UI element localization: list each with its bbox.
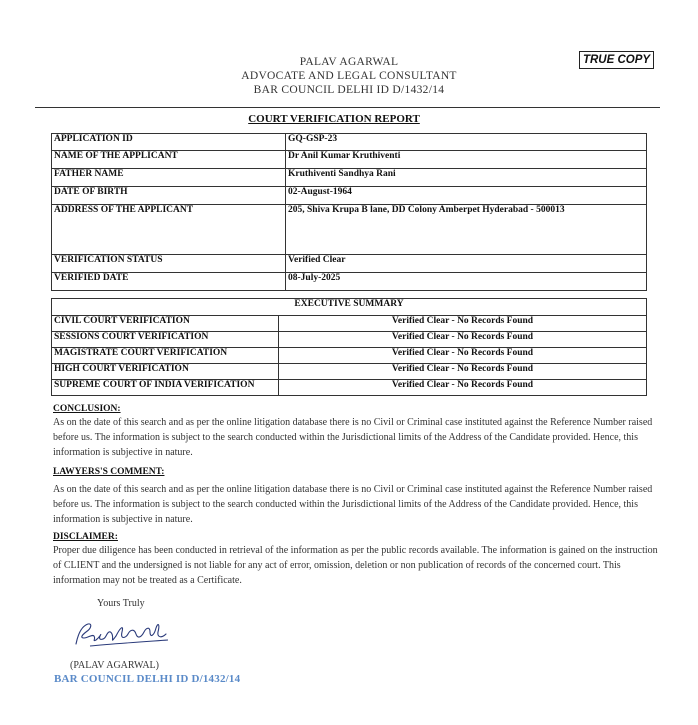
summary-heading: EXECUTIVE SUMMARY: [52, 299, 647, 316]
true-copy-stamp: TRUE COPY: [579, 51, 654, 69]
detail-label: FATHER NAME: [52, 169, 286, 187]
detail-value: Dr Anil Kumar Kruthiventi: [286, 151, 647, 169]
table-row: [52, 364, 647, 380]
lawyers-comment-text: As on the date of this search and as per the online litigation database there is no Civil or Criminal case instituted against the Reference Number raised before us. The information is subject to the search conducted within the Jurisdictional limits of the Address of the Candidate provided. Hence, this information is subjective in nature.: [53, 484, 653, 526]
header-designation: ADVOCATE AND LEGAL CONSULTANT: [241, 70, 457, 82]
summary-value: Verified Clear - No Records Found: [279, 316, 647, 332]
detail-value: GQ-GSP-23: [286, 134, 647, 151]
summary-value: Verified Clear - No Records Found: [279, 380, 647, 396]
summary-label: SUPREME COURT OF INDIA VERIFICATION: [52, 380, 279, 396]
table-row: [52, 134, 647, 151]
report-title: COURT VERIFICATION REPORT: [248, 113, 420, 125]
table-row: [52, 299, 647, 316]
table-row: [52, 316, 647, 332]
detail-label: DATE OF BIRTH: [52, 187, 286, 205]
table-row: [52, 332, 647, 348]
detail-value: 205, Shiva Krupa B lane, DD Colony Amberpet Hyderabad - 500013: [286, 205, 647, 255]
table-row: [52, 273, 647, 291]
signatory-bar-id: BAR COUNCIL DELHI ID D/1432/14: [54, 673, 241, 685]
summary-label: CIVIL COURT VERIFICATION: [52, 316, 279, 332]
conclusion-text: As on the date of this search and as per the online litigation database there is no Civil or Criminal case instituted against the Reference Number raised before us. The information is subject to the search conducted within the Jurisdictional limits of the Address of the Candidate provided. Hence, this information is subjective in nature.: [53, 417, 653, 459]
summary-value: Verified Clear - No Records Found: [279, 364, 647, 380]
closing-salutation: Yours Truly: [97, 598, 145, 609]
detail-value: Verified Clear: [286, 255, 647, 273]
disclaimer-heading: DISCLAIMER:: [53, 532, 118, 542]
table-row: [52, 348, 647, 364]
detail-label: APPLICATION ID: [52, 134, 286, 151]
summary-label: HIGH COURT VERIFICATION: [52, 364, 279, 380]
table-row: [52, 205, 647, 255]
table-row: [52, 380, 647, 396]
summary-label: SESSIONS COURT VERIFICATION: [52, 332, 279, 348]
detail-value: Kruthiventi Sandhya Rani: [286, 169, 647, 187]
detail-value: 02-August-1964: [286, 187, 647, 205]
detail-label: VERIFIED DATE: [52, 273, 286, 291]
header-divider: [35, 107, 660, 108]
detail-label: ADDRESS OF THE APPLICANT: [52, 205, 286, 255]
disclaimer-text: Proper due diligence has been conducted in retrieval of the information as per the public records available. The information is gained on the instruction of CLIENT and the undersigned is not liable for any act of error, omission, deletion or non publication of records of the concerned court. This information may not be treated as a Certificate.: [53, 545, 658, 587]
details-table: [51, 133, 647, 291]
table-row: [52, 151, 647, 169]
executive-summary-table: [51, 298, 647, 396]
detail-label: NAME OF THE APPLICANT: [52, 151, 286, 169]
conclusion-heading: CONCLUSION:: [53, 404, 121, 414]
summary-value: Verified Clear - No Records Found: [279, 332, 647, 348]
signature-image: [70, 614, 180, 654]
lawyers-comment-heading: LAWYERS'S COMMENT:: [53, 467, 165, 477]
summary-label: MAGISTRATE COURT VERIFICATION: [52, 348, 279, 364]
header-bar-id: BAR COUNCIL DELHI ID D/1432/14: [253, 84, 445, 96]
detail-label: VERIFICATION STATUS: [52, 255, 286, 273]
table-row: [52, 187, 647, 205]
signatory-name: (PALAV AGARWAL): [70, 660, 159, 671]
detail-value: 08-July-2025: [286, 273, 647, 291]
table-row: [52, 169, 647, 187]
summary-value: Verified Clear - No Records Found: [279, 348, 647, 364]
table-row: [52, 255, 647, 273]
header-name: PALAV AGARWAL: [299, 56, 399, 68]
